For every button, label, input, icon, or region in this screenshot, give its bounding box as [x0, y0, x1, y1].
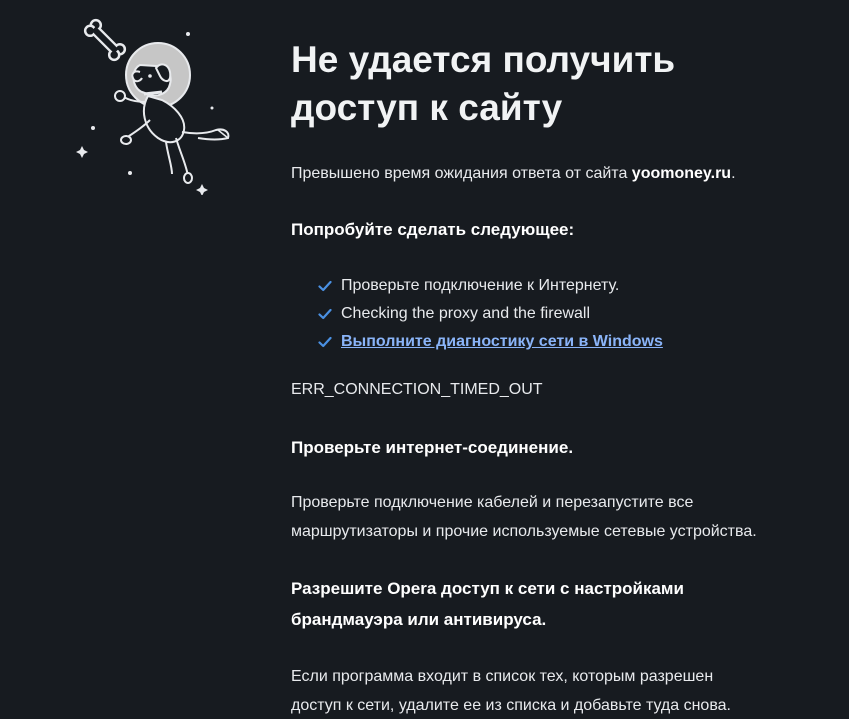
checkmark-icon: [318, 307, 332, 321]
connection-text: [291, 488, 811, 546]
error-description-prefix: Превышено время ожидания ответа от сайта: [291, 165, 632, 182]
page-title: [291, 36, 831, 132]
space-dog-icon: [70, 10, 240, 195]
list-item: [318, 272, 663, 300]
page-title-line1: Не удается получить: [291, 39, 676, 80]
error-description-suffix: .: [731, 165, 736, 182]
page-title-line2: доступ к сайту: [291, 87, 563, 128]
firewall-text-line1: Если программа входит в список тех, которым разрешен: [291, 668, 714, 685]
connection-heading: Проверьте интернет-соединение.: [291, 438, 574, 457]
connection-text-line1: Проверьте подключение кабелей и перезапустите все: [291, 494, 694, 511]
checkmark-icon: [318, 335, 332, 349]
error-content: [291, 36, 831, 132]
suggestions-heading: Попробуйте сделать следующее:: [291, 220, 575, 239]
error-description: [291, 160, 736, 188]
list-item: [318, 300, 663, 328]
checkmark-icon: [318, 279, 332, 293]
space-dog-illustration: [70, 10, 240, 195]
firewall-text: [291, 662, 811, 719]
network-diagnostics-link[interactable]: Выполните диагностику сети в Windows: [341, 333, 663, 350]
firewall-text-line2: доступ к сети, удалите ее из списка и добавьте туда снова.: [291, 697, 731, 714]
suggestions-list: [318, 272, 663, 356]
site-domain: yoomoney.ru: [631, 165, 732, 182]
firewall-heading-line1: Разрешите Opera доступ к сети с настройками: [291, 579, 684, 598]
suggestion-check-internet: Проверьте подключение к Интернету.: [341, 277, 620, 294]
firewall-heading: [291, 573, 684, 635]
list-item: [318, 328, 663, 356]
suggestion-check-proxy: Checking the proxy and the firewall: [341, 305, 591, 322]
connection-text-line2: маршрутизаторы и прочие используемые сетевые устройства.: [291, 523, 757, 540]
error-code: ERR_CONNECTION_TIMED_OUT: [291, 381, 543, 398]
firewall-heading-line2: брандмауэра или антивируса.: [291, 610, 547, 629]
